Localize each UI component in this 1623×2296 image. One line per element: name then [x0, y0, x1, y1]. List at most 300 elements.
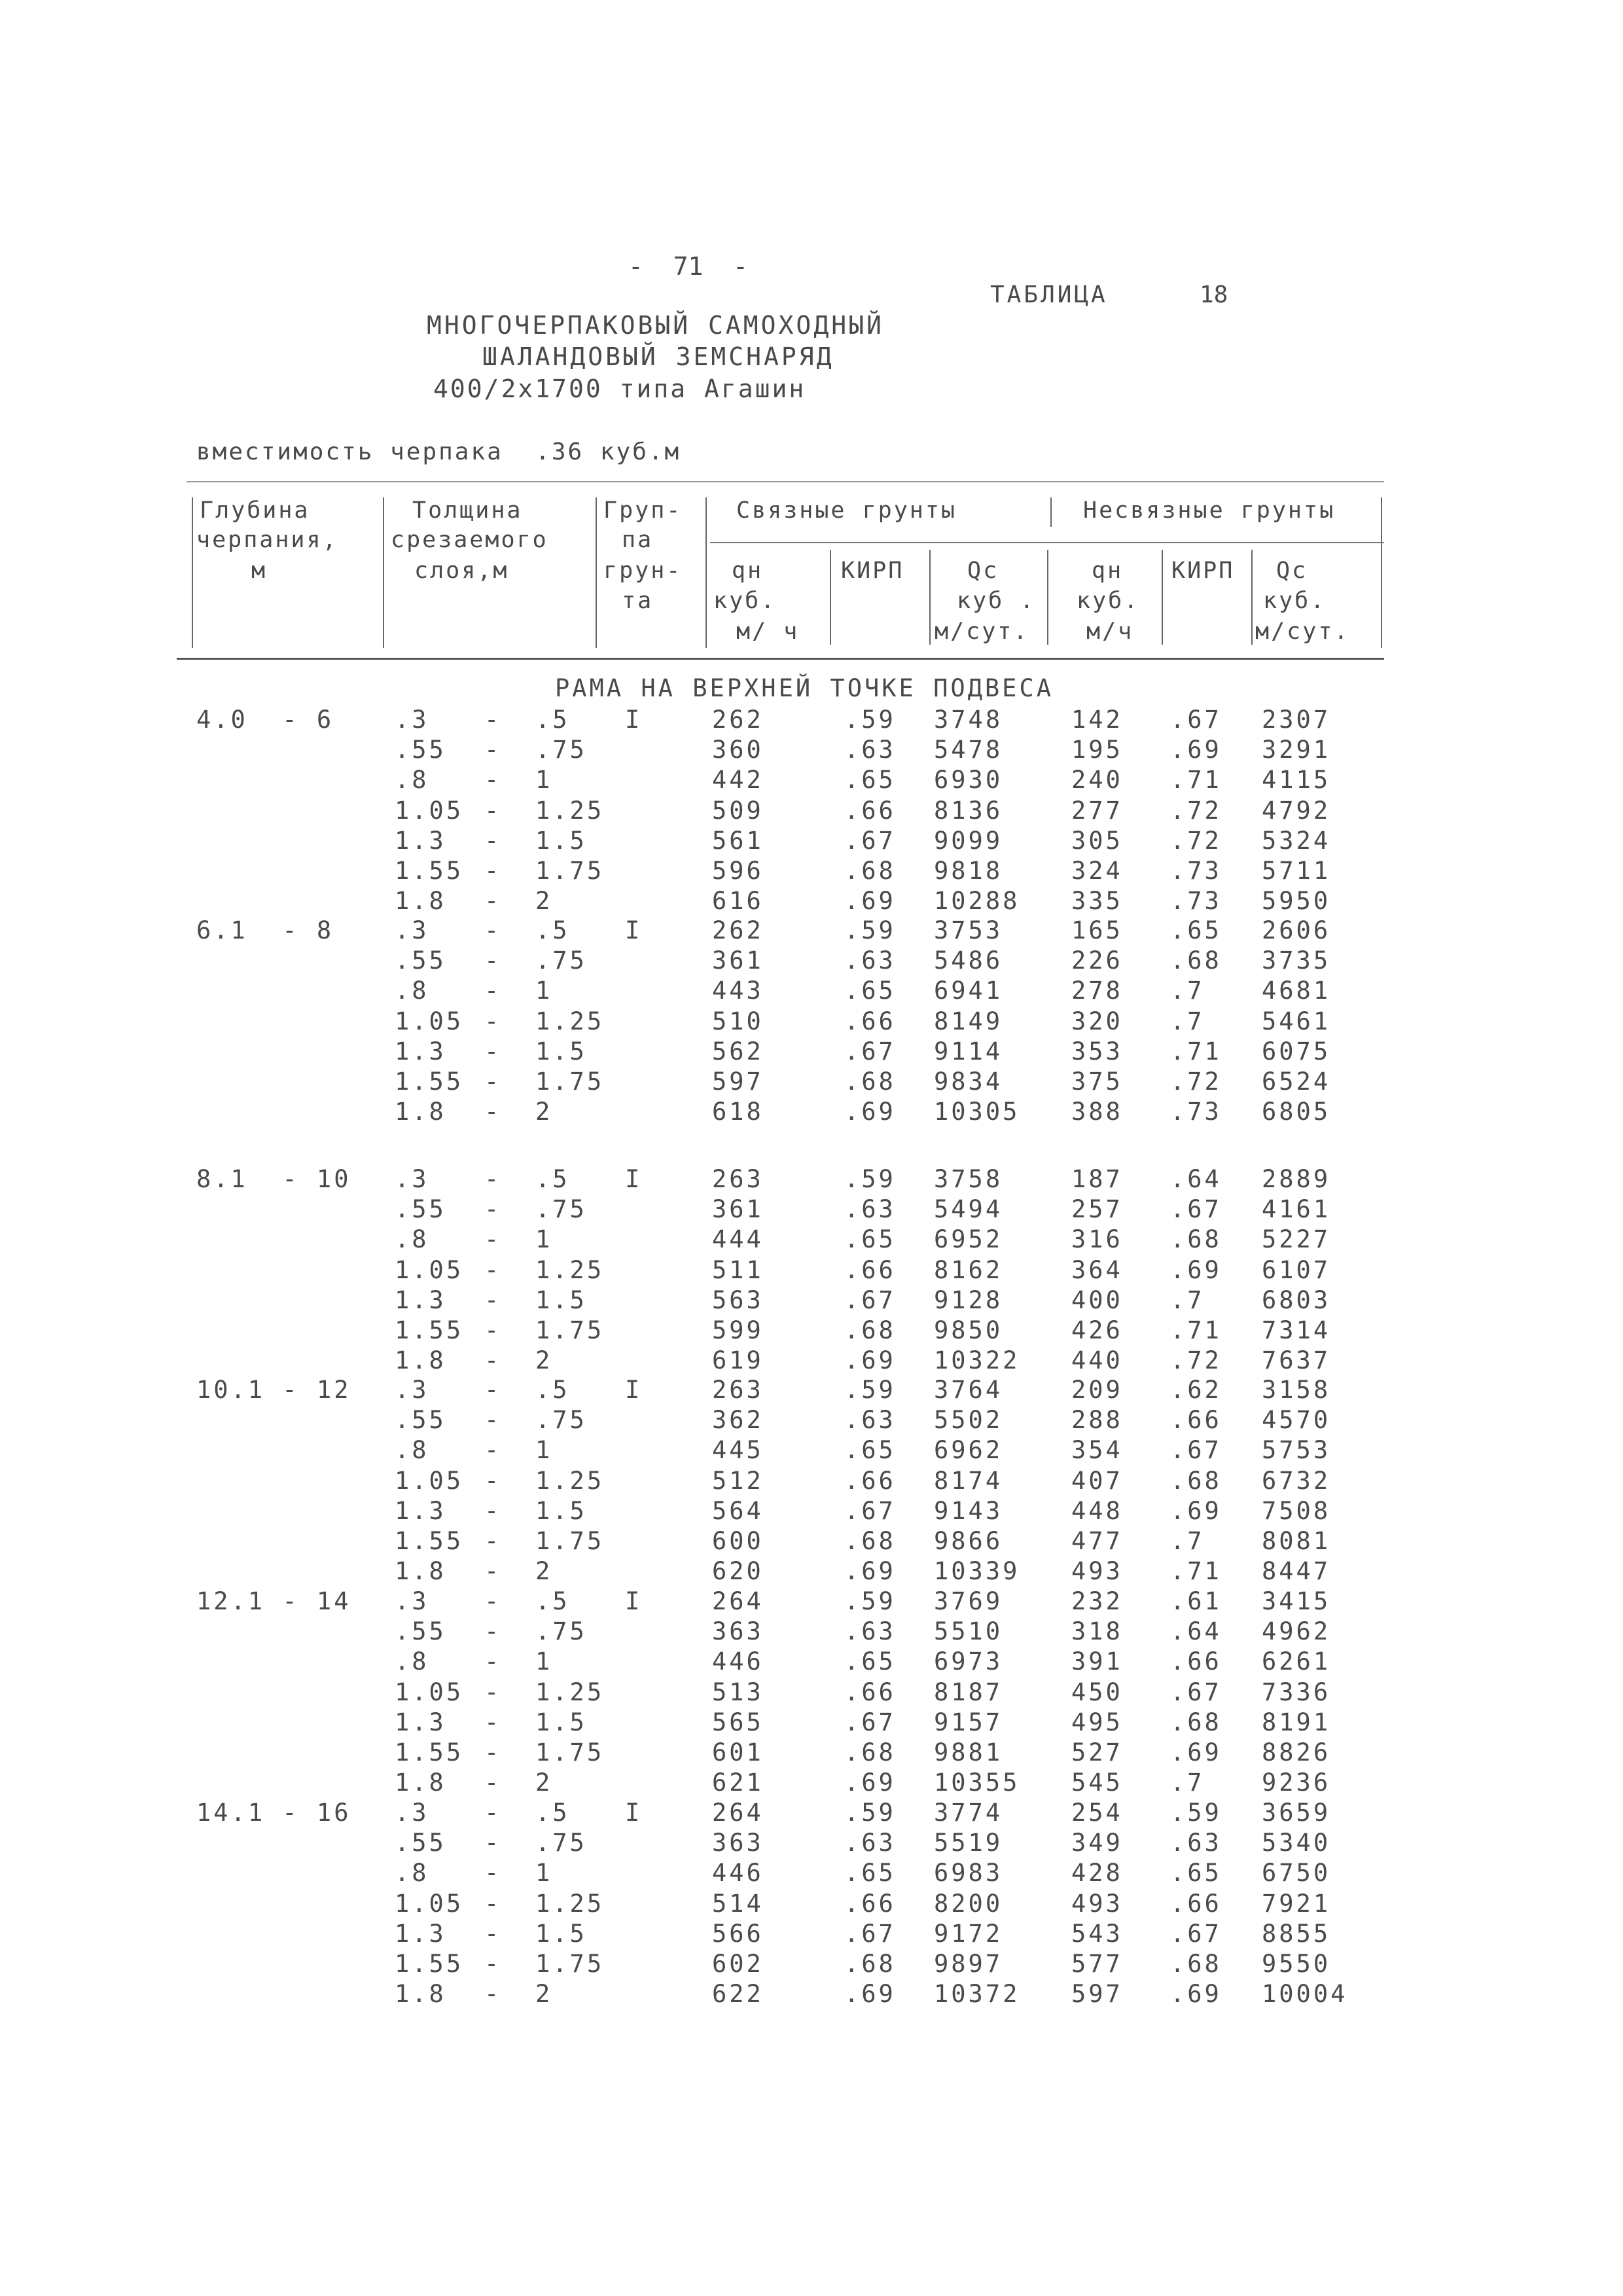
thickness-from: 1.55 — [395, 857, 464, 885]
kirp-cohesive: .67 — [844, 1919, 896, 1948]
thickness-from: 1.05 — [395, 796, 464, 825]
table-row — [0, 1376, 1623, 1406]
col-divider — [1050, 497, 1052, 527]
kirp-cohesive: .69 — [844, 1098, 896, 1126]
thickness-to: .5 — [535, 1376, 570, 1404]
qc-cohesive: 5502 — [934, 1406, 1003, 1435]
qc-noncohesive: 10004 — [1262, 1980, 1348, 2009]
table-row — [0, 1286, 1623, 1316]
table-row — [0, 1098, 1623, 1128]
kirp-noncohesive: .64 — [1170, 1165, 1222, 1193]
qc-noncohesive: 6750 — [1262, 1859, 1331, 1888]
qc-noncohesive: 6805 — [1262, 1098, 1331, 1126]
soil-group: I — [625, 1587, 643, 1615]
thickness-dash: - — [484, 1919, 502, 1948]
thickness-dash: - — [484, 1285, 502, 1314]
thickness-to: 1.5 — [535, 1285, 587, 1314]
qc-noncohesive: 5227 — [1262, 1225, 1331, 1254]
kirp-noncohesive: .7 — [1170, 1768, 1205, 1797]
qn-cohesive: 263 — [712, 1376, 764, 1404]
thickness-from: .8 — [395, 766, 429, 795]
kirp-cohesive: .65 — [844, 1225, 896, 1254]
kirp-cohesive: .67 — [844, 826, 896, 855]
thickness-from: 1.05 — [395, 1255, 464, 1284]
kirp-noncohesive: .73 — [1170, 857, 1222, 885]
qc-cohesive: 9172 — [934, 1919, 1003, 1948]
thickness-from: 1.05 — [395, 1677, 464, 1706]
table-row — [0, 1037, 1623, 1067]
thickness-dash: - — [484, 1708, 502, 1736]
kirp-noncohesive: .67 — [1170, 1677, 1222, 1706]
thickness-to: .75 — [535, 1195, 587, 1224]
table-row — [0, 1165, 1623, 1195]
kirp-noncohesive: .72 — [1170, 1067, 1222, 1096]
kirp-noncohesive: .68 — [1170, 946, 1222, 975]
kirp-noncohesive: .7 — [1170, 1007, 1205, 1035]
header-qn-noncohesive-1: qн — [1092, 558, 1124, 584]
qc-noncohesive: 7921 — [1262, 1889, 1331, 1918]
thickness-dash: - — [484, 1889, 502, 1918]
header-group-3: грун- — [603, 558, 683, 584]
qn-noncohesive: 324 — [1071, 857, 1123, 885]
kirp-cohesive: .59 — [844, 1376, 896, 1404]
kirp-noncohesive: .72 — [1170, 1346, 1222, 1375]
table-row — [0, 1920, 1623, 1950]
table-row — [0, 1195, 1623, 1225]
thickness-dash: - — [484, 887, 502, 916]
qc-cohesive: 10339 — [934, 1557, 1020, 1586]
thickness-to: 1.25 — [535, 1466, 605, 1495]
table-row — [0, 736, 1623, 766]
depth-range: 10.1 - 12 — [196, 1376, 351, 1404]
thickness-dash: - — [484, 1098, 502, 1126]
qn-cohesive: 599 — [712, 1316, 764, 1344]
header-qn-cohesive-3: м/ ч — [736, 619, 800, 645]
thickness-from: .8 — [395, 1225, 429, 1254]
qn-cohesive: 563 — [712, 1285, 764, 1314]
qn-cohesive: 446 — [712, 1859, 764, 1888]
thickness-dash: - — [484, 1376, 502, 1404]
thickness-to: 1.25 — [535, 1677, 605, 1706]
thickness-to: 1.75 — [535, 1950, 605, 1978]
header-qn-noncohesive-2: куб. — [1077, 588, 1140, 614]
qn-noncohesive: 597 — [1071, 1980, 1123, 2009]
qc-cohesive: 3764 — [934, 1376, 1003, 1404]
qn-noncohesive: 428 — [1071, 1859, 1123, 1888]
table-row — [0, 1678, 1623, 1708]
col-divider — [1251, 550, 1253, 645]
col-divider — [705, 497, 707, 648]
thickness-from: 1.3 — [395, 1496, 446, 1525]
qc-cohesive: 8187 — [934, 1677, 1003, 1706]
thickness-to: .5 — [535, 1799, 570, 1827]
qc-cohesive: 10355 — [934, 1768, 1020, 1797]
table-row — [0, 1738, 1623, 1768]
table-row — [0, 1436, 1623, 1466]
thickness-to: .75 — [535, 1617, 587, 1646]
qn-noncohesive: 195 — [1071, 736, 1123, 764]
depth-range: 8.1 - 10 — [196, 1165, 351, 1193]
soil-group: I — [625, 706, 643, 734]
table-row — [0, 1617, 1623, 1647]
thickness-dash: - — [484, 1557, 502, 1586]
thickness-dash: - — [484, 1316, 502, 1344]
qn-cohesive: 601 — [712, 1738, 764, 1767]
kirp-cohesive: .68 — [844, 1738, 896, 1767]
thickness-from: 1.8 — [395, 887, 446, 916]
thickness-to: 1.75 — [535, 1527, 605, 1555]
qc-noncohesive: 4792 — [1262, 796, 1331, 825]
thickness-from: 1.55 — [395, 1067, 464, 1096]
qn-cohesive: 360 — [712, 736, 764, 764]
qn-cohesive: 621 — [712, 1768, 764, 1797]
table-row — [0, 1799, 1623, 1829]
kirp-noncohesive: .67 — [1170, 1195, 1222, 1224]
thickness-dash: - — [484, 1799, 502, 1827]
thickness-to: 2 — [535, 1098, 553, 1126]
kirp-noncohesive: .68 — [1170, 1225, 1222, 1254]
qc-noncohesive: 4161 — [1262, 1195, 1331, 1224]
header-kirp-noncohesive: КИРП — [1171, 558, 1235, 584]
kirp-cohesive: .67 — [844, 1037, 896, 1066]
qn-noncohesive: 493 — [1071, 1557, 1123, 1586]
thickness-dash: - — [484, 1466, 502, 1495]
kirp-cohesive: .69 — [844, 1980, 896, 2009]
qn-cohesive: 361 — [712, 946, 764, 975]
kirp-cohesive: .67 — [844, 1285, 896, 1314]
table-row — [0, 1859, 1623, 1889]
header-qn-cohesive-1: qн — [732, 558, 764, 584]
kirp-cohesive: .68 — [844, 857, 896, 885]
qn-cohesive: 622 — [712, 1980, 764, 2009]
table-row — [0, 1406, 1623, 1436]
qc-noncohesive: 3158 — [1262, 1376, 1331, 1404]
table-row — [0, 1980, 1623, 2010]
thickness-dash: - — [484, 1195, 502, 1224]
thickness-to: 1.5 — [535, 826, 587, 855]
qc-cohesive: 3748 — [934, 706, 1003, 734]
thickness-from: 1.8 — [395, 1557, 446, 1586]
kirp-noncohesive: .65 — [1170, 916, 1222, 944]
header-thickness-3: слоя,м — [414, 558, 509, 584]
thickness-to: 2 — [535, 1768, 553, 1797]
qc-noncohesive: 6107 — [1262, 1255, 1331, 1284]
table-row — [0, 857, 1623, 887]
thickness-from: 1.3 — [395, 826, 446, 855]
kirp-noncohesive: .7 — [1170, 1285, 1205, 1314]
header-depth-3: м — [251, 558, 268, 584]
soil-group: I — [625, 1165, 643, 1193]
table-row — [0, 1225, 1623, 1255]
qc-noncohesive: 6524 — [1262, 1067, 1331, 1096]
thickness-from: .3 — [395, 1587, 429, 1615]
header-qn-noncohesive-3: м/ч — [1086, 619, 1134, 645]
thickness-dash: - — [484, 1067, 502, 1096]
thickness-to: 1 — [535, 977, 553, 1005]
qc-cohesive: 9897 — [934, 1950, 1003, 1978]
col-divider — [830, 550, 831, 645]
qn-cohesive: 514 — [712, 1889, 764, 1918]
table-row — [0, 797, 1623, 827]
thickness-to: 1.75 — [535, 857, 605, 885]
qn-cohesive: 511 — [712, 1255, 764, 1284]
qn-noncohesive: 349 — [1071, 1829, 1123, 1857]
qn-cohesive: 264 — [712, 1799, 764, 1827]
qn-cohesive: 446 — [712, 1647, 764, 1676]
kirp-noncohesive: .61 — [1170, 1587, 1222, 1615]
thickness-dash: - — [484, 1980, 502, 2009]
kirp-noncohesive: .72 — [1170, 796, 1222, 825]
qc-cohesive: 6962 — [934, 1436, 1003, 1465]
qn-noncohesive: 335 — [1071, 887, 1123, 916]
header-qc-cohesive-3: м/сут. — [935, 619, 1029, 645]
qc-noncohesive: 7336 — [1262, 1677, 1331, 1706]
qn-cohesive: 444 — [712, 1225, 764, 1254]
thickness-from: 1.8 — [395, 1768, 446, 1797]
thickness-to: 1.25 — [535, 796, 605, 825]
header-qn-cohesive-2: куб. — [713, 588, 777, 614]
qn-noncohesive: 254 — [1071, 1799, 1123, 1827]
qn-noncohesive: 353 — [1071, 1037, 1123, 1066]
thickness-dash: - — [484, 1436, 502, 1465]
thickness-dash: - — [484, 1255, 502, 1284]
table-row — [0, 1316, 1623, 1346]
header-thickness-1: Толщина — [412, 497, 523, 524]
table-number: 18 — [1200, 281, 1228, 308]
kirp-cohesive: .65 — [844, 1647, 896, 1676]
kirp-noncohesive: .63 — [1170, 1829, 1222, 1857]
qc-noncohesive: 3291 — [1262, 736, 1331, 764]
qc-cohesive: 5510 — [934, 1617, 1003, 1646]
qn-cohesive: 616 — [712, 887, 764, 916]
qc-cohesive: 10305 — [934, 1098, 1020, 1126]
qc-cohesive: 6930 — [934, 766, 1003, 795]
table-label: ТАБЛИЦА — [990, 281, 1108, 308]
thickness-from: .3 — [395, 1799, 429, 1827]
qn-noncohesive: 426 — [1071, 1316, 1123, 1344]
header-mid-rule — [710, 542, 1384, 543]
kirp-noncohesive: .69 — [1170, 1255, 1222, 1284]
thickness-dash: - — [484, 706, 502, 734]
thickness-from: .3 — [395, 916, 429, 944]
kirp-cohesive: .59 — [844, 1799, 896, 1827]
header-depth-2: черпания, — [196, 527, 338, 553]
kirp-cohesive: .69 — [844, 887, 896, 916]
qc-noncohesive: 8447 — [1262, 1557, 1331, 1586]
qc-cohesive: 8200 — [934, 1889, 1003, 1918]
thickness-to: 1.75 — [535, 1316, 605, 1344]
thickness-to: 2 — [535, 1346, 553, 1375]
thickness-to: 2 — [535, 1980, 553, 2009]
qc-cohesive: 3774 — [934, 1799, 1003, 1827]
title-line-1: МНОГОЧЕРПАКОВЫЙ САМОХОДНЫЙ — [427, 311, 884, 340]
kirp-cohesive: .67 — [844, 1708, 896, 1736]
qc-cohesive: 10322 — [934, 1346, 1020, 1375]
kirp-noncohesive: .71 — [1170, 1316, 1222, 1344]
qc-noncohesive: 8081 — [1262, 1527, 1331, 1555]
kirp-noncohesive: .7 — [1170, 977, 1205, 1005]
kirp-cohesive: .59 — [844, 1165, 896, 1193]
table-row — [0, 1557, 1623, 1587]
qn-noncohesive: 240 — [1071, 766, 1123, 795]
qc-noncohesive: 7314 — [1262, 1316, 1331, 1344]
qc-cohesive: 5519 — [934, 1829, 1003, 1857]
qn-cohesive: 445 — [712, 1436, 764, 1465]
table-row — [0, 1346, 1623, 1376]
col-divider — [192, 497, 193, 648]
qn-cohesive: 361 — [712, 1195, 764, 1224]
soil-group: I — [625, 1376, 643, 1404]
qn-noncohesive: 364 — [1071, 1255, 1123, 1284]
header-group-2: па — [622, 527, 654, 553]
qn-cohesive: 442 — [712, 766, 764, 795]
kirp-noncohesive: .68 — [1170, 1950, 1222, 1978]
kirp-noncohesive: .59 — [1170, 1799, 1222, 1827]
kirp-cohesive: .69 — [844, 1557, 896, 1586]
thickness-to: .5 — [535, 916, 570, 944]
qc-cohesive: 9099 — [934, 826, 1003, 855]
qc-noncohesive: 2307 — [1262, 706, 1331, 734]
kirp-noncohesive: .65 — [1170, 1859, 1222, 1888]
kirp-noncohesive: .71 — [1170, 1557, 1222, 1586]
table-row — [0, 1587, 1623, 1617]
thickness-dash: - — [484, 857, 502, 885]
qc-noncohesive: 4570 — [1262, 1406, 1331, 1435]
thickness-from: .55 — [395, 1406, 446, 1435]
thickness-dash: - — [484, 1346, 502, 1375]
kirp-cohesive: .59 — [844, 1587, 896, 1615]
col-divider — [1162, 550, 1163, 645]
thickness-to: 1.25 — [535, 1889, 605, 1918]
thickness-from: 1.8 — [395, 1098, 446, 1126]
thickness-to: 1.75 — [535, 1067, 605, 1096]
qc-noncohesive: 6075 — [1262, 1037, 1331, 1066]
qn-cohesive: 509 — [712, 796, 764, 825]
qn-cohesive: 600 — [712, 1527, 764, 1555]
thickness-to: .75 — [535, 1406, 587, 1435]
qc-cohesive: 8136 — [934, 796, 1003, 825]
kirp-cohesive: .63 — [844, 1617, 896, 1646]
col-divider — [929, 550, 931, 645]
qn-cohesive: 262 — [712, 916, 764, 944]
qc-noncohesive: 6803 — [1262, 1285, 1331, 1314]
depth-range: 6.1 - 8 — [196, 916, 334, 944]
kirp-noncohesive: .68 — [1170, 1708, 1222, 1736]
qn-noncohesive: 391 — [1071, 1647, 1123, 1676]
table-row — [0, 1527, 1623, 1557]
qc-cohesive: 9818 — [934, 857, 1003, 885]
kirp-cohesive: .67 — [844, 1496, 896, 1525]
thickness-dash: - — [484, 1738, 502, 1767]
thickness-to: .5 — [535, 706, 570, 734]
qc-cohesive: 8149 — [934, 1007, 1003, 1035]
page-number: - 71 - — [628, 252, 749, 281]
col-divider — [1381, 497, 1382, 648]
qc-noncohesive: 7508 — [1262, 1496, 1331, 1525]
depth-range: 14.1 - 16 — [196, 1799, 351, 1827]
thickness-from: 1.55 — [395, 1316, 464, 1344]
qn-noncohesive: 407 — [1071, 1466, 1123, 1495]
kirp-noncohesive: .72 — [1170, 826, 1222, 855]
thickness-to: .75 — [535, 736, 587, 764]
thickness-to: 1 — [535, 1647, 553, 1676]
qn-cohesive: 597 — [712, 1067, 764, 1096]
qn-noncohesive: 493 — [1071, 1889, 1123, 1918]
title-line-2: ШАЛАНДОВЫЙ ЗЕМСНАРЯД — [482, 342, 834, 371]
kirp-noncohesive: .67 — [1170, 1436, 1222, 1465]
header-thickness-2: срезаемого — [391, 527, 548, 553]
qc-cohesive: 9143 — [934, 1496, 1003, 1525]
kirp-noncohesive: .73 — [1170, 887, 1222, 916]
thickness-from: 1.3 — [395, 1285, 446, 1314]
col-divider — [596, 497, 597, 648]
thickness-from: 1.3 — [395, 1919, 446, 1948]
thickness-from: .55 — [395, 1829, 446, 1857]
kirp-noncohesive: .69 — [1170, 1980, 1222, 2009]
kirp-noncohesive: .69 — [1170, 1738, 1222, 1767]
section-title: РАМА НА ВЕРХНЕЙ ТОЧКЕ ПОДВЕСА — [555, 674, 1054, 702]
qn-cohesive: 363 — [712, 1617, 764, 1646]
kirp-noncohesive: .62 — [1170, 1376, 1222, 1404]
qc-cohesive: 10288 — [934, 887, 1020, 916]
thickness-to: 1.25 — [535, 1255, 605, 1284]
thickness-from: 1.05 — [395, 1466, 464, 1495]
qn-noncohesive: 354 — [1071, 1436, 1123, 1465]
header-group-1: Груп- — [603, 497, 683, 524]
qn-noncohesive: 450 — [1071, 1677, 1123, 1706]
thickness-dash: - — [484, 1859, 502, 1888]
kirp-cohesive: .68 — [844, 1316, 896, 1344]
qn-cohesive: 618 — [712, 1098, 764, 1126]
table-row — [0, 1647, 1623, 1677]
thickness-to: 1.5 — [535, 1496, 587, 1525]
header-qc-cohesive-2: куб . — [957, 588, 1036, 614]
thickness-from: .3 — [395, 1165, 429, 1193]
kirp-cohesive: .63 — [844, 1406, 896, 1435]
qn-cohesive: 565 — [712, 1708, 764, 1736]
thickness-to: 1.75 — [535, 1738, 605, 1767]
thickness-dash: - — [484, 1406, 502, 1435]
kirp-cohesive: .65 — [844, 766, 896, 795]
thickness-from: .8 — [395, 1647, 429, 1676]
qc-cohesive: 5486 — [934, 946, 1003, 975]
kirp-noncohesive: .67 — [1170, 706, 1222, 734]
thickness-dash: - — [484, 1829, 502, 1857]
thickness-from: .55 — [395, 1617, 446, 1646]
qc-cohesive: 3753 — [934, 916, 1003, 944]
qn-cohesive: 443 — [712, 977, 764, 1005]
qc-cohesive: 9157 — [934, 1708, 1003, 1736]
thickness-to: .75 — [535, 946, 587, 975]
qn-cohesive: 513 — [712, 1677, 764, 1706]
qc-noncohesive: 8826 — [1262, 1738, 1331, 1767]
kirp-noncohesive: .7 — [1170, 1527, 1205, 1555]
table-row — [0, 706, 1623, 736]
qc-noncohesive: 8191 — [1262, 1708, 1331, 1736]
qn-cohesive: 512 — [712, 1466, 764, 1495]
table-row — [0, 977, 1623, 1007]
qn-cohesive: 596 — [712, 857, 764, 885]
qc-noncohesive: 3659 — [1262, 1799, 1331, 1827]
kirp-cohesive: .66 — [844, 796, 896, 825]
qn-noncohesive: 318 — [1071, 1617, 1123, 1646]
thickness-to: .5 — [535, 1165, 570, 1193]
kirp-noncohesive: .73 — [1170, 1098, 1222, 1126]
kirp-noncohesive: .66 — [1170, 1406, 1222, 1435]
qn-cohesive: 262 — [712, 706, 764, 734]
qc-cohesive: 9114 — [934, 1037, 1003, 1066]
qn-noncohesive: 577 — [1071, 1950, 1123, 1978]
